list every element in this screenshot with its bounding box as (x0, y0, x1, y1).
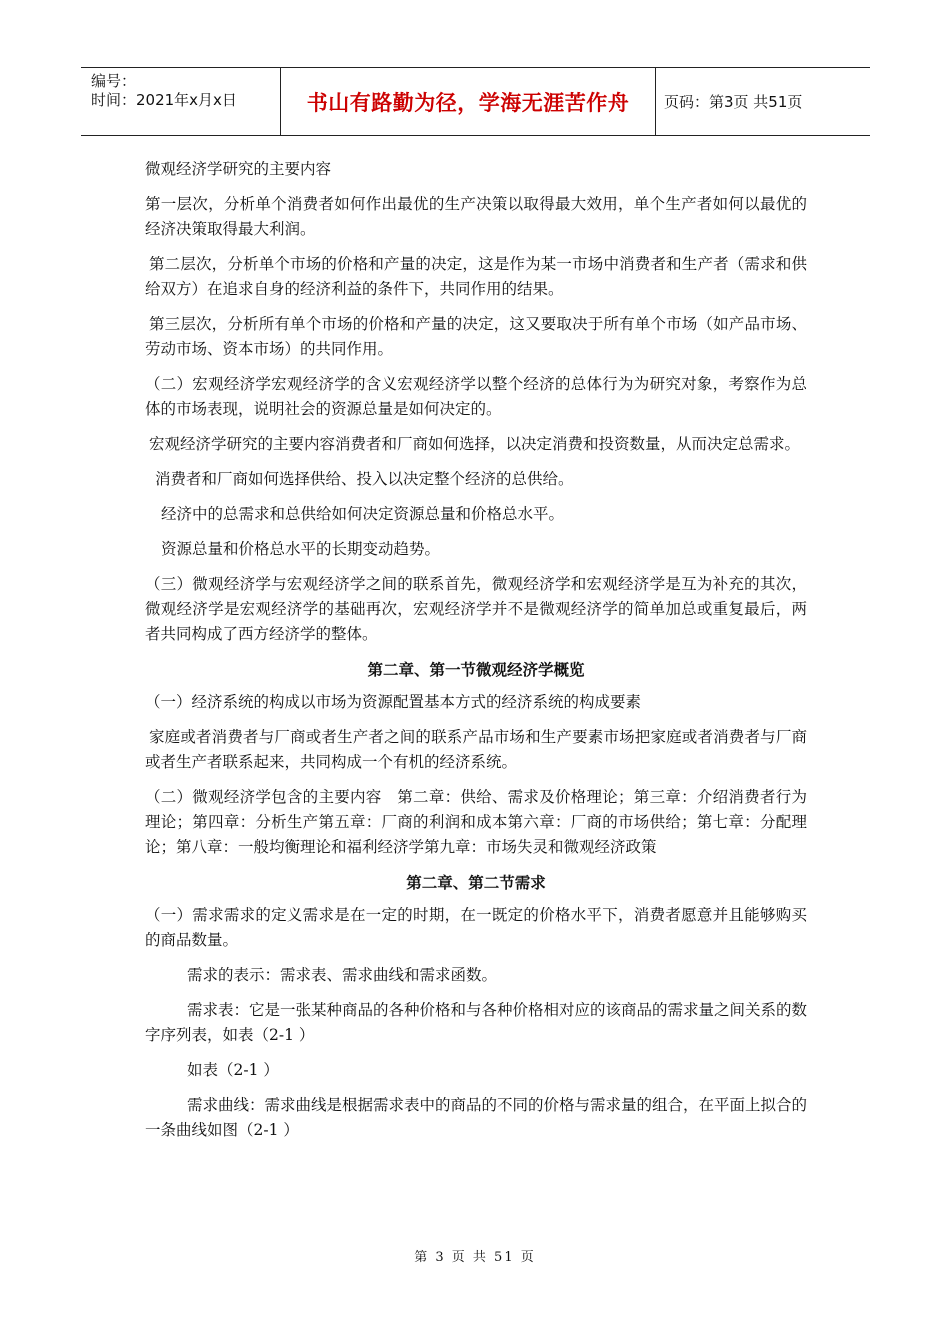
paragraph: 第二层次，分析单个市场的价格和产量的决定，这是作为某一市场中消费者和生产者（需求和供给双方）在追求自身的经济利益的条件下，共同作用的结果。 (145, 255, 807, 298)
paragraph: 微观经济学研究的主要内容 (145, 160, 332, 178)
paragraph: （三）微观经济学与宏观经济学之间的联系首先，微观经济学和宏观经济学是互为补充的其次，微观经济学是宏观经济学的基础再次，宏观经济学并不是微观经济学的简单加总或重复最后，两者共同构成了西方经济学的整体。 (145, 575, 807, 643)
document-body (145, 157, 807, 1153)
paragraph: 经济中的总需求和总供给如何决定资源总量和价格总水平。 (161, 505, 565, 523)
paragraph: （二）宏观经济学宏观经济学的含义宏观经济学以整个经济的总体行为为研究对象，考察作为总体的市场表现，说明社会的资源总量是如何决定的。 (145, 375, 807, 418)
section-heading: 第二章、第二节需求 (406, 873, 546, 892)
doc-date-label: 时间：2021年x月x日 (91, 91, 237, 109)
doc-number-label: 编号： (91, 72, 137, 90)
header-meta (81, 68, 281, 135)
paragraph: 第一层次，分析单个消费者如何作出最优的生产决策以取得最大效用，单个生产者如何以最优的经济决策取得最大利润。 (145, 195, 807, 238)
paragraph: 需求的表示：需求表、需求曲线和需求函数。 (187, 966, 498, 984)
paragraph: 资源总量和价格总水平的长期变动趋势。 (161, 540, 441, 558)
paragraph: （一）经济系统的构成以市场为资源配置基本方式的经济系统的构成要素 (145, 693, 642, 711)
section-heading: 第二章、第一节微观经济学概览 (367, 660, 585, 679)
paragraph: 宏观经济学研究的主要内容消费者和厂商如何选择，以决定消费和投资数量，从而决定总需求。 (149, 435, 801, 453)
paragraph: 需求曲线：需求曲线是根据需求表中的商品的不同的价格与需求量的组合，在平面上拟合的一条曲线如图（2-1 ） (145, 1096, 808, 1139)
paragraph: 消费者和厂商如何选择供给、投入以决定整个经济的总供给。 (155, 470, 574, 488)
paragraph: （二）微观经济学包含的主要内容 第二章：供给、需求及价格理论；第三章：介绍消费者行为理论；第四章：分析生产第五章：厂商的利润和成本第六章：厂商的市场供给；第七章：分配理论；第八章：一般均衡理论和福利经济学第九章：市场失灵和微观经济政策 (145, 788, 807, 856)
paragraph: 第三层次，分析所有单个市场的价格和产量的决定，这又要取决于所有单个市场（如产品市场、劳动市场、资本市场）的共同作用。 (145, 315, 807, 358)
page-header (81, 67, 870, 136)
paragraph: 需求表：它是一张某种商品的各种价格和与各种价格相对应的该商品的需求量之间关系的数字序列表，如表（2-1 ） (145, 1001, 808, 1044)
paragraph: 家庭或者消费者与厂商或者生产者之间的联系产品市场和生产要素市场把家庭或者消费者与厂商或者生产者联系起来，共同构成一个有机的经济系统。 (145, 728, 807, 771)
page-footer: 第 3 页 共 51 页 (414, 1250, 536, 1265)
header-page-number: 页码：第3页 共51页 (664, 93, 803, 111)
header-motto: 书山有路勤为径，学海无涯苦作舟 (281, 68, 656, 135)
paragraph: （一）需求需求的定义需求是在一定的时期，在一既定的价格水平下，消费者愿意并且能够购买的商品数量。 (145, 906, 807, 949)
paragraph: 如表（2-1 ） (187, 1061, 279, 1079)
